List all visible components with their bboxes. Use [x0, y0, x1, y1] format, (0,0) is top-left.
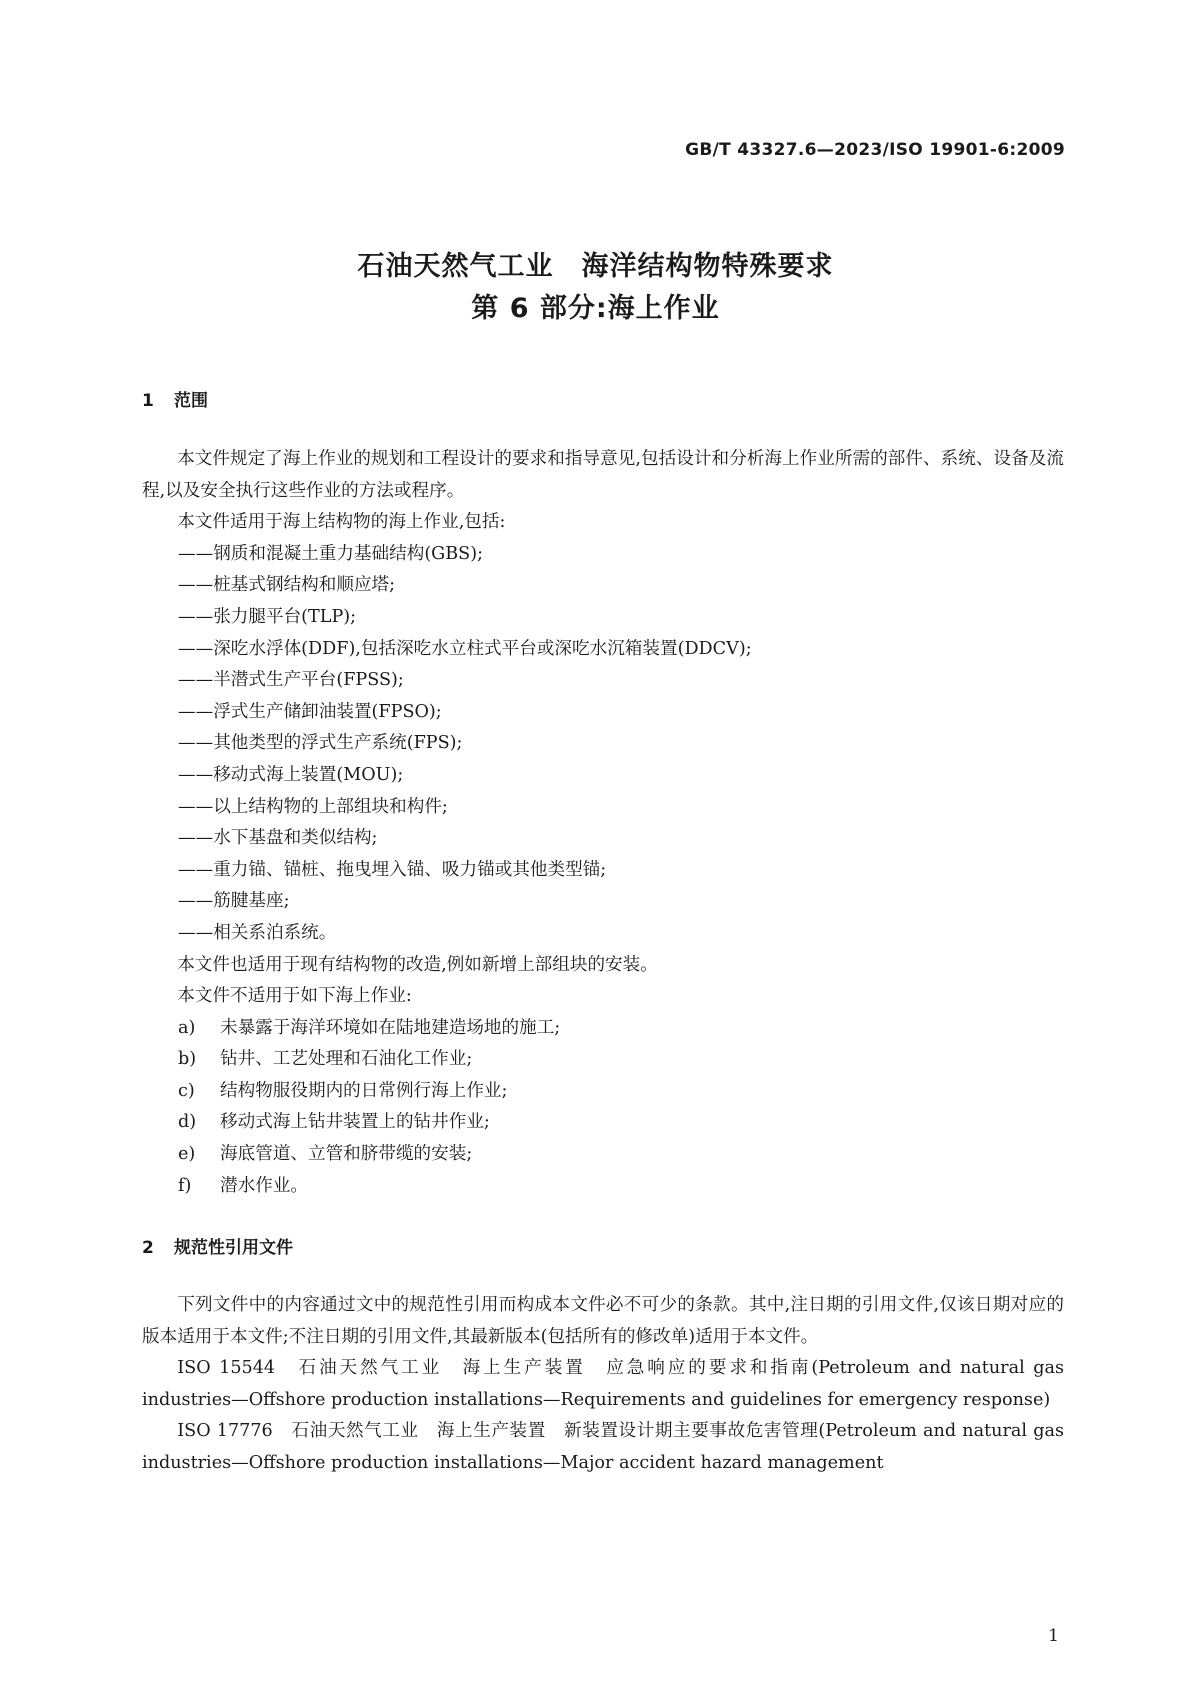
alpha-marker: b)	[178, 1049, 197, 1070]
alpha-marker: a)	[178, 1017, 196, 1038]
dash-item: ——移动式海上装置(MOU);	[178, 764, 404, 785]
scope-paragraph-3: 本文件也适用于现有结构物的改造,例如新增上部组块的安装。	[177, 954, 658, 975]
dash-item: ——张力腿平台(TLP);	[178, 606, 357, 627]
dash-item: ——桩基式钢结构和顺应塔;	[178, 575, 396, 596]
alpha-item	[142, 1076, 1064, 1108]
dash-item: ——其他类型的浮式生产系统(FPS);	[178, 733, 463, 754]
dash-item: ——重力锚、锚桩、拖曳埋入锚、吸力锚或其他类型锚;	[178, 859, 607, 880]
section-1-title: 范围	[174, 391, 208, 411]
section-2-heading	[142, 1233, 293, 1258]
alpha-text: 未暴露于海洋环境如在陆地建造场地的施工;	[220, 1017, 561, 1038]
section-2-number: 2	[142, 1238, 154, 1258]
alpha-text: 移动式海上钻井装置上的钻井作业;	[220, 1112, 490, 1133]
scope-paragraph-1: 本文件规定了海上作业的规划和工程设计的要求和指导意见,包括设计和分析海上作业所需的部件、系统、设备及流程,以及安全执行这些作业的方法或程序。	[142, 449, 1064, 501]
alpha-marker: d)	[178, 1112, 197, 1133]
reference-entry: ISO 17776 石油天然气工业 海上生产装置 新装置设计期主要事故危害管理(Petroleum and natural gas industries—Offshore production installations—Major accident hazard management	[142, 1421, 1064, 1473]
dash-item: ——筋腱基座;	[178, 891, 290, 912]
alpha-item	[142, 1107, 1064, 1139]
dash-item: ——以上结构物的上部组块和构件;	[178, 796, 448, 817]
document-title-line2: 第 6 部分:海上作业	[471, 293, 720, 324]
alpha-marker: e)	[178, 1144, 196, 1165]
section-2-title: 规范性引用文件	[174, 1238, 293, 1258]
alpha-item	[142, 1139, 1064, 1171]
alpha-text: 潜水作业。	[220, 1175, 308, 1196]
standard-number: GB/T 43327.6—2023/ISO 19901-6:2009	[685, 140, 1065, 160]
section-1-heading	[142, 386, 208, 411]
reference-entry: ISO 15544 石油天然气工业 海上生产装置 应急响应的要求和指南(Petroleum and natural gas industries—Offshore production installations—Requirements and guidelines for emergency response)	[142, 1358, 1064, 1410]
dash-item: ——半潜式生产平台(FPSS);	[178, 670, 404, 691]
scope-paragraph-4: 本文件不适用于如下海上作业:	[177, 986, 412, 1007]
alpha-text: 海底管道、立管和脐带缆的安装;	[220, 1144, 473, 1165]
alpha-marker: c)	[178, 1080, 195, 1101]
alpha-marker: f)	[178, 1175, 192, 1196]
document-title-line1: 石油天然气工业 海洋结构物特殊要求	[357, 251, 834, 282]
alpha-item	[142, 1044, 1064, 1076]
dash-item: ——深吃水浮体(DDF),包括深吃水立柱式平台或深吃水沉箱装置(DDCV);	[178, 638, 752, 659]
page-number: 1	[1048, 1626, 1059, 1646]
references-intro-paragraph: 下列文件中的内容通过文中的规范性引用而构成本文件必不可少的条款。其中,注日期的引用文件,仅该日期对应的版本适用于本文件;不注日期的引用文件,其最新版本(包括所有的修改单)适用于本文件。	[142, 1295, 1064, 1347]
alpha-item	[142, 1171, 1064, 1203]
alpha-text: 钻井、工艺处理和石油化工作业;	[220, 1049, 473, 1070]
section-1-number: 1	[142, 391, 154, 411]
scope-paragraph-2: 本文件适用于海上结构物的海上作业,包括:	[177, 512, 506, 533]
dash-item: ——水下基盘和类似结构;	[178, 828, 378, 849]
section-1-body	[142, 444, 1064, 1202]
section-2-body	[142, 1290, 1064, 1480]
dash-item: ——相关系泊系统。	[178, 922, 337, 943]
alpha-text: 结构物服役期内的日常例行海上作业;	[220, 1080, 508, 1101]
alpha-item	[142, 1013, 1064, 1045]
dash-item: ——浮式生产储卸油装置(FPSO);	[178, 701, 442, 722]
dash-item: ——钢质和混凝土重力基础结构(GBS);	[178, 543, 484, 564]
